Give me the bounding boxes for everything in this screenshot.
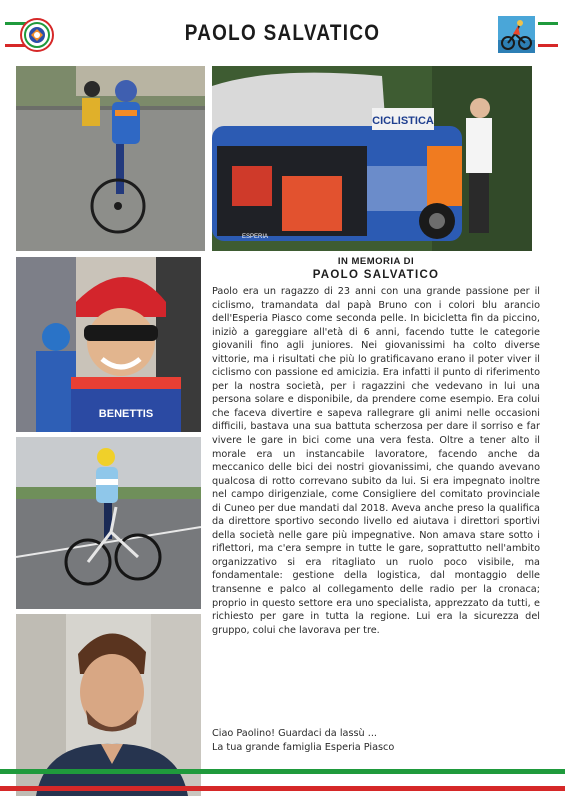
car-sign-text: CICLISTICA	[372, 115, 434, 127]
cyclist-logo-icon	[498, 16, 535, 53]
page-title: PAOLO SALVATICO	[184, 20, 381, 45]
footer-stripe-red	[0, 786, 565, 791]
jersey-text: BENETTIS	[98, 408, 154, 420]
memorial-subtitle: IN MEMORIA DI	[337, 256, 415, 267]
memorial-name: PAOLO SALVATICO	[312, 269, 440, 281]
flag-bar-right-red	[538, 44, 558, 47]
closing-message	[212, 727, 394, 754]
flag-bar-right-green	[538, 22, 558, 25]
team-car-photo	[212, 66, 532, 251]
car-door-text: ESPERIA	[242, 234, 269, 240]
road-cyclist-photo	[16, 437, 201, 609]
young-cyclist-photo	[16, 66, 205, 251]
closing-line-2: La tua grande famiglia Esperia Piasco	[212, 741, 395, 753]
memorial-text: Paolo era un ragazzo di 23 anni con una grande passione per il ciclismo, tramandata dal papà Bruno con i colori blu arancio dell'Esperia Piasco come seconda pelle. In bicicletta fin da piccino, iniziò a gareggiare all'età di 6 anni, facendo tutte le categorie giovanili fino agli juniores. Nei giovanissimi ha colto diverse vittorie, ma i risultati che più lo gratificavano erano il poter viver il ciclismo con passione ed amicizia. Era infatti il punto di riferimento per la nostra società, per i ragazzini che vedevano in lui una persona solare e disponibile, da prendere come esempio. Era colui che faceva divertire e sapeva rallegrare gli animi nelle occasioni difficili, bastava una sua battuta scherzosa per dare il sorriso e far vivere le gare in bici come una vera festa. Oltre a tener alto il morale era un instancabile lavoratore, facendo anche da meccanico delle bici dei nostri giovanissimi, che quando avevano qualcosa di rotto correvano subito da lui. Si era impegnato inoltre nel campo dirigenziale, come Consigliere del comitato provinciale di Cuneo per due mandati dal 2018. Aveva anche preso la qualifica da direttore sportivo secondo livello ed aiutava i direttori sportivi della società nelle gare più impegnative. Non amava stare sotto i riflettori, ma c'era sempre in tutte le gare, soprattutto nell'ambito organizzativo si era ritagliato un ruolo poco visibile, ma fondamentale: gestione della logistica, dal montaggio delle transenne e palco al collegamento delle radio per la cronaca; proprio in questo settore era uno specialista, apprezzato da tutti, e richiesto per gare in tutta la regione. Lui era la sicurezza del gruppo, colui che lavorava per tre.	[212, 286, 540, 636]
footer-stripe-green	[0, 769, 565, 774]
memorial-heading	[214, 256, 538, 281]
smiling-cyclist-photo	[16, 257, 201, 432]
closing-line-1: Ciao Paolino! Guardaci da lassù ...	[212, 728, 378, 739]
